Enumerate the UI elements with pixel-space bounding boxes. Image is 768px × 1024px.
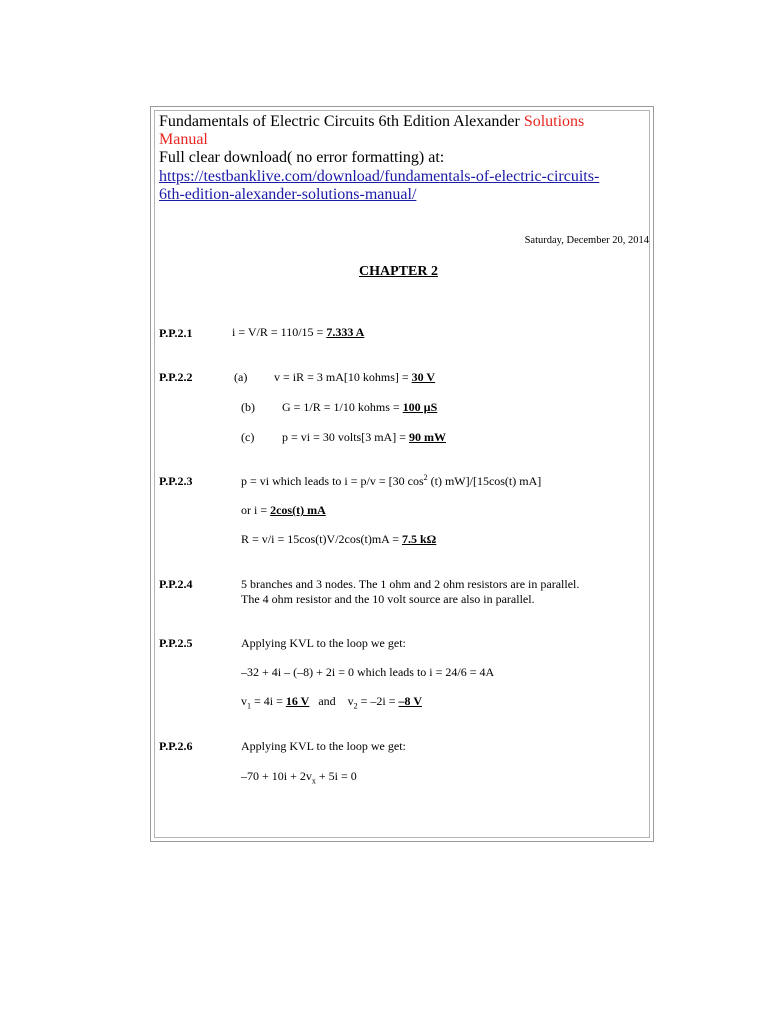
problem-label-2-4: P.P.2.4	[159, 577, 193, 591]
problem-label-2-1: P.P.2.1	[159, 326, 193, 340]
equation-text: v	[241, 694, 247, 708]
answer: 16 V	[285, 694, 310, 708]
problem-2-3-line2	[241, 503, 326, 518]
answer: 30 V	[411, 370, 436, 384]
chapter-title: CHAPTER 2	[359, 264, 438, 279]
equation-text: p = vi which leads to i = p/v = [30 cos	[241, 474, 424, 488]
problem-2-5-line2: –32 + 4i – (–8) + 2i = 0 which leads to i = 24/6 = 4A	[241, 665, 495, 679]
problem-2-4-line1: 5 branches and 3 nodes. The 1 ohm and 2 ohm resistors are in parallel.	[241, 577, 580, 591]
part-a-tag: (a)	[234, 370, 248, 384]
subscript: x	[311, 776, 316, 786]
subscript: 1	[247, 701, 251, 711]
download-link-line1[interactable]: https://testbanklive.com/download/fundamentals-of-electric-circuits-	[159, 168, 600, 185]
header-title-text: Fundamentals of Electric Circuits 6th Edition Alexander	[159, 113, 524, 130]
answer: 7.5 kΩ	[401, 532, 437, 546]
problem-2-5-line3	[241, 694, 422, 709]
equation-text: v	[347, 694, 354, 708]
problem-2-3-line1	[241, 474, 541, 489]
equation-text: v = iR = 3 mA[10 kohms] =	[274, 370, 412, 384]
answer: 90 mW	[408, 430, 446, 444]
part-c-tag: (c)	[241, 430, 255, 444]
download-link-line2[interactable]: 6th-edition-alexander-solutions-manual/	[159, 186, 417, 203]
equation-text: G = 1/R = 1/10 kohms =	[282, 400, 403, 414]
problem-2-2c-equation	[282, 430, 446, 445]
header-title-red: Solutions	[523, 113, 585, 130]
answer: –8 V	[398, 694, 422, 708]
document-date: Saturday, December 20, 2014	[524, 235, 649, 246]
equation-text: (t) mW]/[15cos(t) mA]	[427, 474, 542, 488]
problem-2-3-line3	[241, 532, 436, 547]
problem-2-4-line2: The 4 ohm resistor and the 10 volt source are also in parallel.	[241, 592, 535, 606]
equation-text: = 4i =	[251, 694, 286, 708]
equation-text: –70 + 10i + 2v	[241, 769, 312, 783]
superscript: 2	[423, 473, 428, 482]
answer: 7.333 A	[326, 325, 365, 339]
equation-text: p = vi = 30 volts[3 mA] =	[282, 430, 409, 444]
problem-2-1-equation	[232, 325, 364, 340]
equation-text: and	[309, 694, 348, 708]
problem-label-2-2: P.P.2.2	[159, 370, 193, 384]
subscript: 2	[353, 701, 358, 711]
equation-text: i = V/R = 110/15 =	[232, 325, 327, 339]
header-download-line: Full clear download( no error formatting) at:	[159, 149, 445, 166]
answer: 2cos(t) mA	[270, 503, 326, 517]
problem-label-2-6: P.P.2.6	[159, 739, 193, 753]
part-b-tag: (b)	[241, 400, 255, 414]
header-title-line	[159, 112, 584, 131]
problem-2-2b-equation	[282, 400, 437, 415]
problem-2-6-line1: Applying KVL to the loop we get:	[241, 739, 406, 753]
equation-text: or i =	[241, 503, 271, 517]
equation-text: R = v/i = 15cos(t)V/2cos(t)mA =	[241, 532, 402, 546]
problem-2-5-line1: Applying KVL to the loop we get:	[241, 636, 406, 650]
equation-text: + 5i = 0	[315, 769, 357, 783]
problem-2-2a-equation	[274, 370, 435, 385]
equation-text: = –2i =	[357, 694, 399, 708]
problem-label-2-3: P.P.2.3	[159, 474, 193, 488]
header-title-red-line2: Manual	[159, 131, 208, 148]
problem-label-2-5: P.P.2.5	[159, 636, 193, 650]
answer: 100 µS	[402, 400, 438, 414]
problem-2-6-line2	[241, 769, 357, 784]
